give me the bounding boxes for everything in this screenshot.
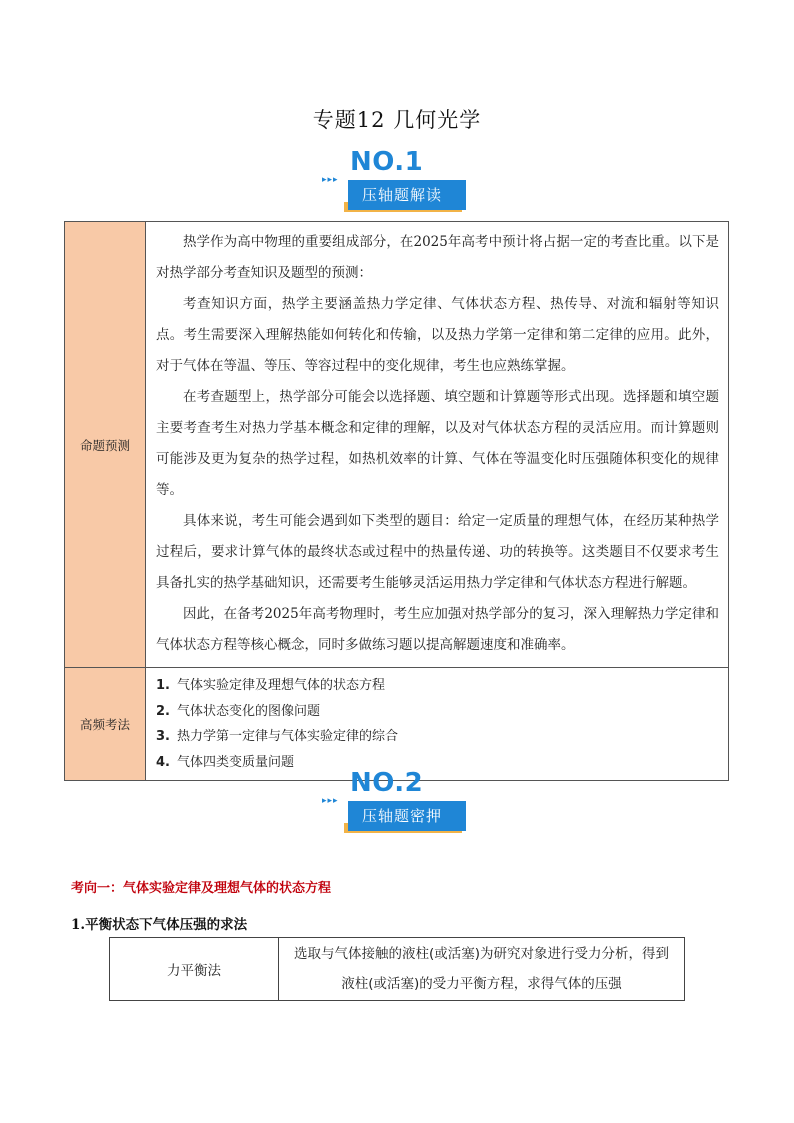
- prediction-paragraph: 具体来说，考生可能会遇到如下类型的题目：给定一定质量的理想气体，在经历某种热学过程后，要求计算气体的最终状态或过程中的热量传递、功的转换等。这类题目不仅要求考生具备扎实的热学基础知识，还需要考生能够灵活运用热力学定律和气体状态方程进行解题。: [156, 513, 719, 591]
- method-description: [279, 938, 685, 1001]
- prediction-content: [146, 222, 729, 668]
- prediction-paragraph: 因此，在备考2025年高考物理时，考生应加强对热学部分的复习，深入理解热力学定律和气体状态方程等核心概念，同时多做练习题以提高解题速度和准确率。: [156, 606, 719, 653]
- list-item: 2. 气体状态变化的图像问题: [156, 703, 321, 719]
- section-badge-no1: [322, 147, 472, 217]
- method-table: [109, 937, 685, 1001]
- prediction-label: 命题预测: [65, 222, 146, 668]
- frequent-row: [65, 668, 729, 781]
- list-item: 4. 气体四类变质量问题: [156, 754, 295, 770]
- section-heading: 考向一：气体实验定律及理想气体的状态方程: [71, 881, 332, 896]
- frequent-list: [156, 670, 719, 778]
- table-row: [110, 938, 685, 1001]
- frequent-label: 高频考法: [65, 668, 146, 781]
- sub-heading: 1.平衡状态下气体压强的求法: [71, 917, 248, 933]
- section-badge-no2: [322, 768, 472, 838]
- arrow-decoration-icon: ▸▸▸: [322, 796, 339, 806]
- prediction-paragraph: 在考查题型上，热学部分可能会以选择题、填空题和计算题等形式出现。选择题和填空题主要考查考生对热力学基本概念和定律的理解，以及对气体状态方程的灵活应用。而计算题则可能涉及更为复杂的热学过程，如热机效率的计算、气体在等温变化时压强随体积变化的规律等。: [156, 389, 719, 498]
- frequent-content: [146, 668, 729, 781]
- method-description-line: 液柱(或活塞)的受力平衡方程，求得气体的压强: [341, 976, 622, 992]
- method-description-line: 选取与气体接触的液柱(或活塞)为研究对象进行受力分析，得到: [293, 946, 670, 962]
- badge-number: NO.2: [350, 768, 424, 798]
- arrow-decoration-icon: ▸▸▸: [322, 175, 339, 185]
- badge-label: 压轴题解读: [348, 180, 466, 210]
- badge-number: NO.1: [350, 147, 424, 177]
- page-title: 专题12 几何光学: [312, 108, 482, 132]
- list-item: 1. 气体实验定律及理想气体的状态方程: [156, 678, 386, 693]
- overview-table: [64, 221, 729, 781]
- prediction-paragraph: 热学作为高中物理的重要组成部分，在2025年高考中预计将占据一定的考查比重。以下是对热学部分考查知识及题型的预测：: [156, 234, 719, 281]
- list-item: 3. 热力学第一定律与气体实验定律的综合: [156, 729, 399, 744]
- prediction-paragraph: 考查知识方面，热学主要涵盖热力学定律、气体状态方程、热传导、对流和辐射等知识点。考生需要深入理解热能如何转化和传输，以及热力学第一定律和第二定律的应用。此外，对于气体在等温、等压、等容过程中的变化规律，考生也应熟练掌握。: [156, 296, 719, 374]
- badge-label: 压轴题密押: [348, 801, 466, 831]
- method-name: 力平衡法: [110, 938, 279, 1001]
- prediction-row: [65, 222, 729, 668]
